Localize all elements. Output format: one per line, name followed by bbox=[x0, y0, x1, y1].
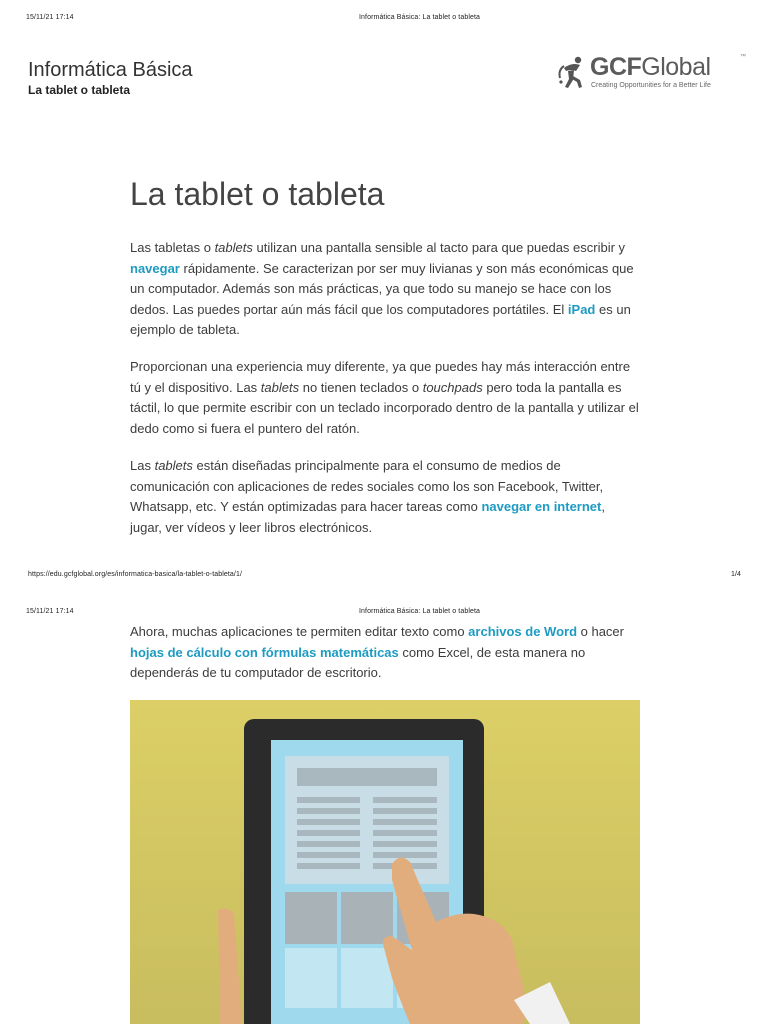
gcfglobal-logo[interactable] bbox=[556, 52, 756, 96]
logo-tagline: Creating Opportunities for a Better Life bbox=[591, 82, 711, 89]
print-footer-url: https://edu.gcfglobal.org/es/informatica-basica/la-tablet-o-tableta/1/ bbox=[28, 571, 243, 578]
link-archivos-de-word[interactable]: archivos de Word bbox=[468, 624, 578, 639]
reaching-figure-icon bbox=[556, 54, 588, 90]
link-ipad[interactable]: iPad bbox=[567, 301, 596, 317]
link-hojas-de-calculo[interactable]: hojas de cálculo con fórmulas matemáticas bbox=[130, 644, 399, 660]
paragraph-4: Ahora, muchas aplicaciones te permiten editar texto como archivos de Word o hacer hojas de cálculo con fórmulas matemáticas como Excel, de esta manera no dependerás de tu computador de escritorio. bbox=[130, 624, 624, 680]
print-doc-title-page2: Informática Básica: La tablet o tableta bbox=[359, 608, 481, 615]
print-doc-title: Informática Básica: La tablet o tableta bbox=[359, 14, 481, 21]
trademark-mark: ™ bbox=[740, 54, 746, 60]
paragraph-3: Las tablets están diseñadas principalmente para el consumo de medios de comunicación con aplicaciones de redes sociales como los son Facebook, Twitter, Whatsapp, etc. Y están optimizadas para hacer tareas como navegar en internet, jugar, ver vídeos y leer libros electrónicos. bbox=[130, 458, 605, 535]
article-title: La tablet o tableta bbox=[130, 176, 385, 212]
print-datetime-page2: 15/11/21 17:14 bbox=[26, 608, 74, 615]
logo-wordmark: GCFGlobal bbox=[590, 53, 711, 81]
print-datetime: 15/11/21 17:14 bbox=[26, 14, 74, 21]
paragraph-1: Las tabletas o tablets utilizan una pantalla sensible al tacto para que puedas escribir y navegar rápidamente. Se caracterizan por ser muy livianas y son más económicas que un computador. Además son más prácticas, ya que todo su manejo se hace con los dedos. Las puedes portar aún más fácil que los computadores portátiles. El iPad es un ejemplo de tableta. bbox=[130, 240, 634, 337]
tablet-illustration bbox=[130, 700, 640, 1024]
tablet-with-finger-illustration bbox=[130, 700, 640, 1024]
print-page-number: 1/4 bbox=[731, 571, 742, 578]
link-navegar[interactable]: navegar bbox=[130, 260, 180, 276]
site-subtitle: La tablet o tableta bbox=[28, 83, 131, 97]
paragraph-2: Proporcionan una experiencia muy diferente, ya que puedes hay más interacción entre tú y el dispositivo. Las tablets no tienen teclados o touchpads pero toda la pantalla es táctil, lo que permite escribir con un teclado incorporado dentro de la pantalla y utilizar el dedo como si fuera el puntero del ratón. bbox=[130, 359, 639, 436]
link-navegar-en-internet[interactable]: navegar en internet bbox=[481, 499, 602, 514]
site-title: Informática Básica bbox=[28, 59, 193, 81]
